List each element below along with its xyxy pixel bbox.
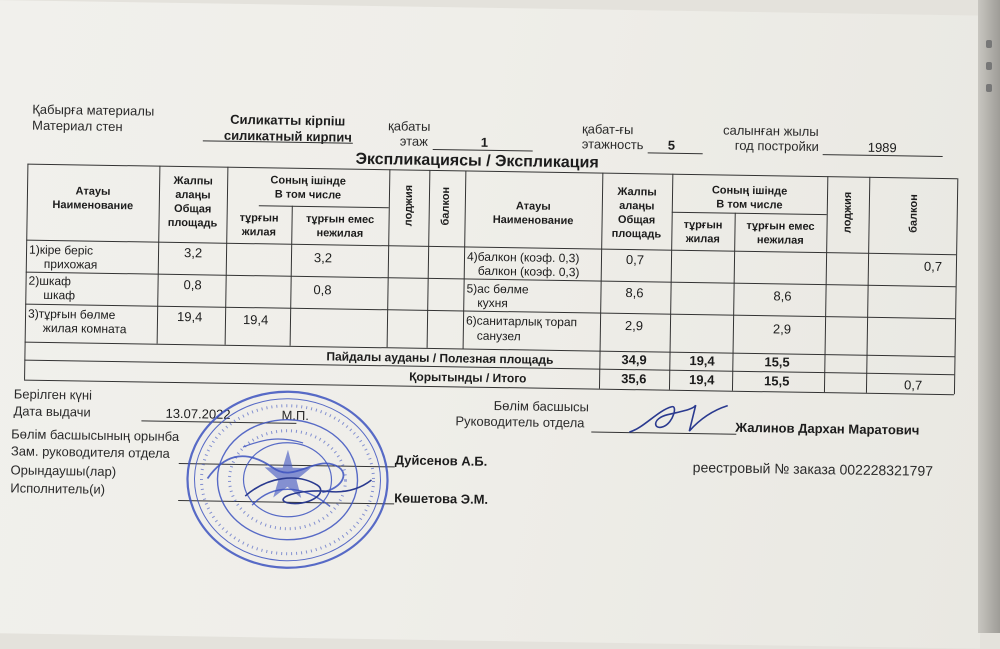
wall-label-kz: Қабырға материалы [32,101,155,119]
floor-underline [433,149,533,152]
deputy-name: Дуйсенов А.Б. [394,452,488,469]
table-row: 5)ас бөлме кухня 8,6 8,6 [466,281,792,311]
document-title: Экспликациясы / Экспликация [355,150,599,172]
header-including: Соның ішінде В том числе [270,174,347,202]
header-loggia: лоджия [402,184,416,227]
issued-label-kz: Берілген күні [13,386,93,403]
issued-date: 13.07.2022 [165,405,231,422]
explication-table [24,164,977,397]
table-row: 6)санитарлық торап санузел 2,9 2,9 [465,313,792,344]
table-row: 3)тұрғын бөлме жилая комната 19,4 19,4 [27,306,269,337]
head-label-kz: Бөлім басшысы [493,397,590,415]
header-name-right: Атауы Наименование [492,200,574,228]
wall-label-ru: Материал стен [31,117,123,135]
wall-value-kz: Силикатты кірпіш [230,111,346,129]
registry-number: реестровый № заказа 002228321797 [692,459,934,479]
header-balcony: балкон [439,186,453,226]
header-nonliving: тұрғын емес нежилая [305,212,375,240]
header-nonliving-right: тұрғын емес нежилая [746,219,815,247]
executor-name: Көшетова Э.М. [394,490,489,507]
floor-label-kz: қабаты [387,118,431,134]
table-row: 1)кіре беріс прихожая 3,2 3,2 [28,242,333,272]
floors-label-kz: қабат-ғы [581,121,634,138]
head-name: Жалинов Дархан Маратович [735,419,920,438]
total-row: Қорытынды / Итого 35,6 19,4 15,5 0,7 [409,369,923,393]
header-including-right: Соның ішінде В том числе [711,184,788,212]
header-living-right: тұрғын жилая [683,218,723,246]
year-label-ru: год постройки [734,137,819,155]
header-total-area: Жалпы алаңы Общая площадь [167,174,218,230]
floor-value: 1 [480,134,489,150]
head-label-ru: Руководитель отдела [455,413,585,431]
header-loggia-right: лоджия [841,191,855,234]
header-name: Атауы Наименование [52,185,134,213]
header-total-area-right: Жалпы алаңы Общая площадь [611,185,662,241]
floors-underline [648,152,703,154]
floor-label-ru: этаж [399,133,429,149]
executor-label-kz: Орындаушы(лар) [10,462,117,480]
year-label-kz: салынған жылы [722,122,819,140]
year-value: 1989 [867,139,897,156]
table-row: 4)балкон (коэф. 0,3) балкон (коэф. 0,3) 0,7 0,7 [466,249,943,280]
header-living: тұрғын жилая [239,211,279,239]
year-underline [823,154,943,157]
useful-area-row: Пайдалы ауданы / Полезная площадь 34,9 19,4 15,5 [326,349,790,370]
executor-label-ru: Исполнитель(и) [10,480,106,497]
head-signature [623,398,734,442]
issued-label-ru: Дата выдачи [13,403,91,420]
floors-label-ru: этажность [581,136,644,153]
background-edge [978,0,1000,633]
wall-value-ru: силикатный кирпич [223,127,352,145]
deputy-signature [237,466,378,516]
header-balcony-right: балкон [907,194,921,233]
stamp-place-label: М.П. [281,407,310,424]
floors-value: 5 [667,137,676,153]
deputy-label-ru: Зам. руководителя отдела [10,443,170,461]
deputy-label-kz: Бөлім басшысының орынба [11,426,180,445]
table-row: 2)шкаф шкаф 0,8 0,8 [28,273,332,303]
